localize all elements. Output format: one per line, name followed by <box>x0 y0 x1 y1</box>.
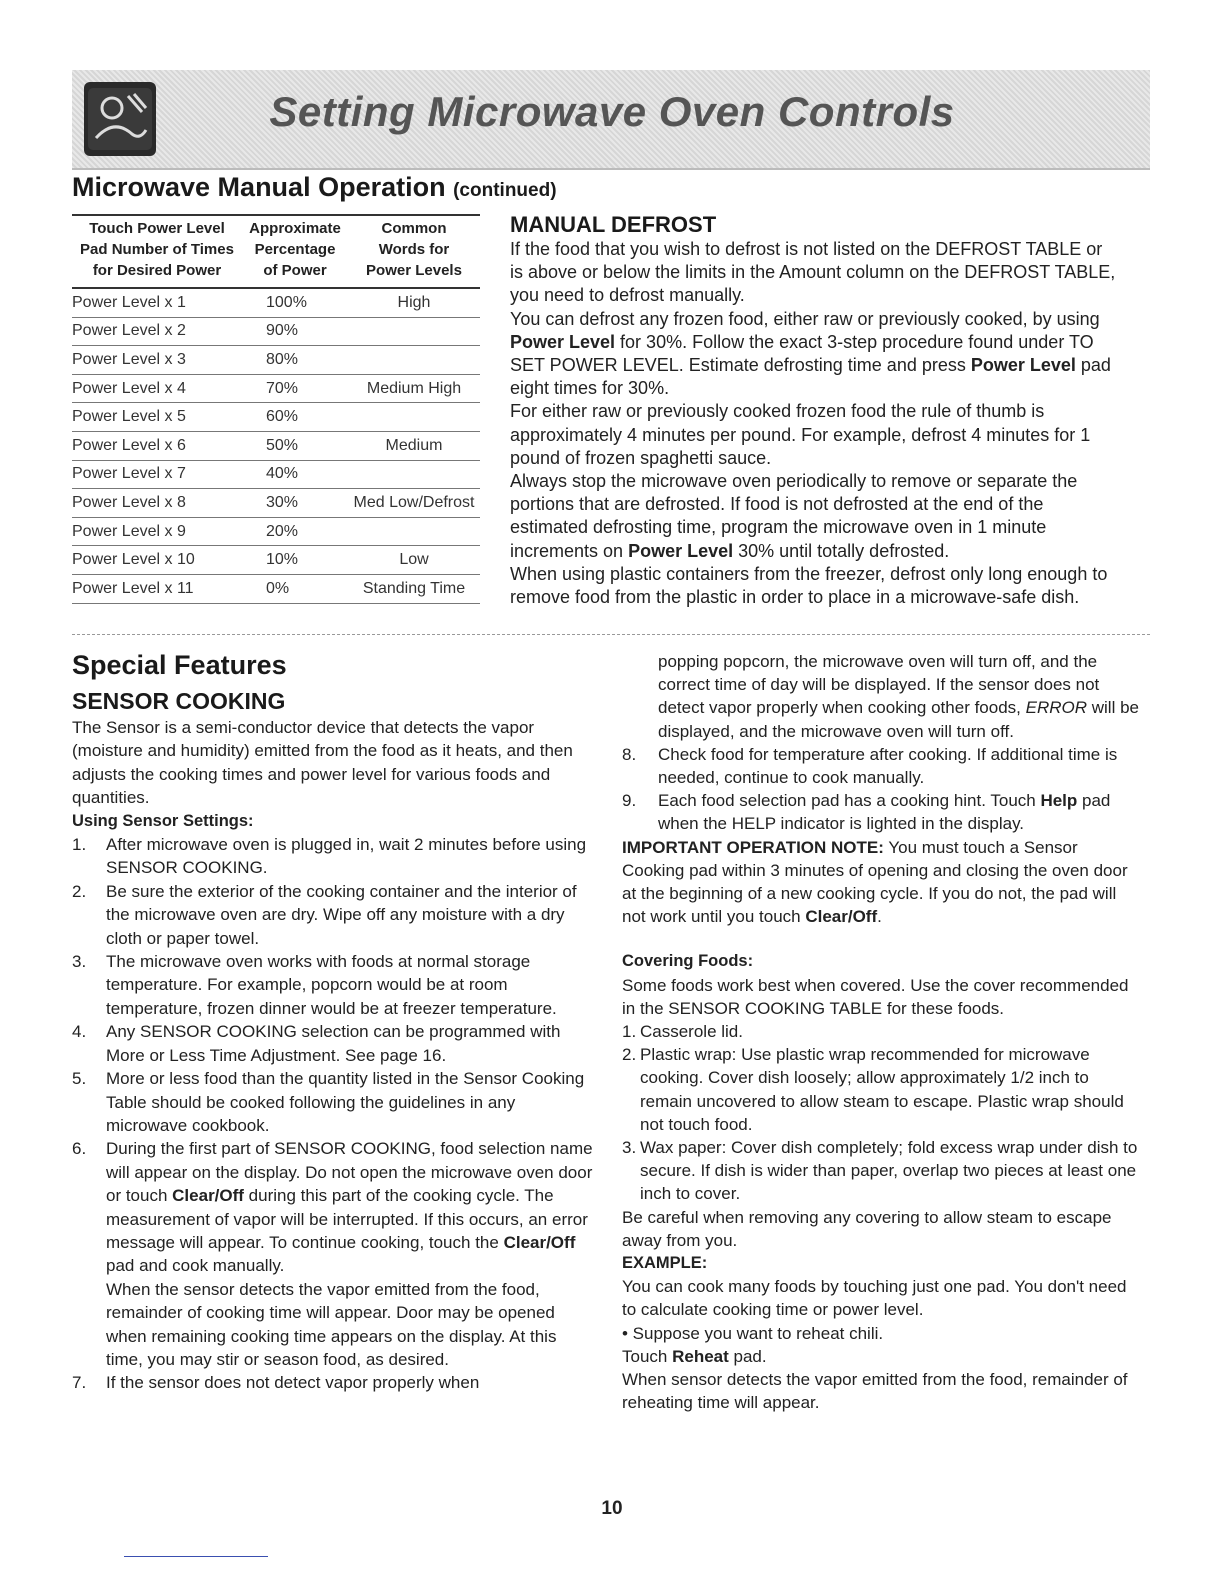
list-item: 7. If the sensor does not detect vapor properly when <box>72 1373 480 1393</box>
sensor-intro: The Sensor is a semi-conductor device that detects the vapor (moisture and humidity) emitted from the food as it heats, and then adjusts the cooking times and power level for various foods and quantities. <box>72 718 573 808</box>
list-item: 2. Plastic wrap: Use plastic wrap recommended for microwave cooking. Cover dish loosely; allow approximately 1/2 inch to remain uncovered to allow steam to escape. Plastic wrap should not touch food. <box>622 1045 1124 1134</box>
touch-reheat: Touch Reheat pad. <box>622 1346 767 1366</box>
important-note: IMPORTANT OPERATION NOTE: You must touch a Sensor Cooking pad within 3 minutes of opening and closing the oven door at the beginning of a new cooking cycle. If you do not, the pad will not work until you touch Clear/Off. <box>622 837 1128 927</box>
sensor-left-column <box>72 716 596 1395</box>
table-row: Power Level x 9 20% <box>72 517 480 546</box>
page-title: Setting Microwave Oven Controls <box>269 88 955 135</box>
footer-line <box>124 1556 268 1557</box>
table-row: Power Level x 2 90% <box>72 317 480 346</box>
covering-intro: Some foods work best when covered. Use the cover recommended in the SENSOR COOKING TABLE for these foods. <box>622 975 1129 1018</box>
header-touch-pad: Touch Power Level Pad Number of Times for Desired Power <box>72 215 242 288</box>
example-bullet: • Suppose you want to reheat chili. <box>622 1323 884 1343</box>
list-item: 3. Wax paper: Cover dish completely; fold excess wrap under dish to secure. If dish is wider than paper, overlap two pieces at least one inch to cover. <box>622 1138 1138 1204</box>
table-row: Power Level x 10 10% Low <box>72 546 480 575</box>
covering-list <box>622 1020 1142 1206</box>
table-row: Power Level x 7 40% <box>72 460 480 489</box>
list-item: 8. Check food for temperature after cooking. If additional time is needed, continue to cook manually. <box>622 744 1118 788</box>
defrost-paragraph: Always stop the microwave oven periodically to remove or separate the portions that are defrosted. If food is not defrosted at the end of the estimated defrosting time, program the microwave oven in 1 minute increments on Power Level 30% until totally defrosted. <box>510 471 1078 561</box>
table-row: Power Level x 11 0% Standing Time <box>72 574 480 603</box>
defrost-paragraph: If the food that you wish to defrost is not listed on the DEFROST TABLE or is above or below the limits in the Amount column on the DEFROST TABLE, you need to defrost manually. <box>510 239 1116 306</box>
example-label: EXAMPLE: <box>622 1254 708 1273</box>
header-common-words: Common Words for Power Levels <box>348 215 480 288</box>
table-row: Power Level x 6 50% Medium <box>72 431 480 460</box>
special-features-title: Special Features <box>72 650 287 680</box>
manual-defrost-title: MANUAL DEFROST <box>510 212 717 237</box>
table-row: Power Level x 4 70% Medium High <box>72 374 480 403</box>
step-7-continued: popping popcorn, the microwave oven will turn off, and the correct time of day will be displayed. If the sensor does not detect vapor properly when cooking other foods, ERROR will be displayed, and the microwave oven will turn off. <box>658 652 1139 741</box>
example-text: You can cook many foods by touching just one pad. You don't need to calculate cooking time or power level. <box>622 1277 1127 1320</box>
manual-defrost-section <box>510 212 1120 609</box>
list-item: 9. Each food selection pad has a cooking hint. Touch Help pad when the HELP indicator is lighted in the display. <box>622 791 1111 834</box>
defrost-paragraph: When using plastic containers from the freezer, defrost only long enough to remove food from the plastic in order to place in a microwave-safe dish. <box>510 563 1108 608</box>
section-continued: (continued) <box>453 180 557 201</box>
list-item: 1. After microwave oven is plugged in, wait 2 minutes before using SENSOR COOKING. <box>72 835 587 878</box>
sensor-cooking-title: SENSOR COOKING <box>72 688 286 714</box>
list-item: 1. Casserole lid. <box>622 1022 743 1042</box>
list-item: 6. During the first part of SENSOR COOKING, food selection name will appear on the display. Do not open the microwave oven door or touch Clear/Off during this part of the cooking cycle. The measurement of vapor will be interrupted. If this occurs, an error message will appear. To continue cooking, touch the Clear/Off pad and cook manually. When the sensor detects the vapor emitted from the food, remainder of cooking time will appear. Door may be opened when remaining cooking time appears on the display. At this time, you may stir or season food, as desired. <box>72 1139 593 1369</box>
careful-note: Be careful when removing any covering to allow steam to escape away from you. <box>622 1207 1112 1250</box>
sensor-settings-label: Using Sensor Settings: <box>72 811 254 830</box>
sensor-right-column <box>622 650 1142 1415</box>
defrost-paragraph: For either raw or previously cooked frozen food the rule of thumb is approximately 4 minutes per pound. For example, defrost 4 minutes for 1 pound of frozen spaghetti sauce. <box>510 401 1091 468</box>
section-title: Microwave Manual Operation (continued) <box>72 172 557 202</box>
covering-foods-label: Covering Foods: <box>622 952 754 971</box>
list-item: 2. Be sure the exterior of the cooking container and the interior of the microwave oven are dry. Wipe off any moisture with a dry cloth or paper towel. <box>72 881 577 948</box>
section-divider <box>72 634 1150 635</box>
table-row: Power Level x 8 30% Med Low/Defrost <box>72 489 480 518</box>
page-number: 10 <box>601 1498 623 1519</box>
list-item: 3. The microwave oven works with foods at normal storage temperature. For example, popcorn would be at room temperature, frozen dinner would be at freezer temperature. <box>72 952 557 1018</box>
power-level-table <box>72 214 480 604</box>
sensor-steps-continued <box>622 743 1142 836</box>
table-row: Power Level x 3 80% <box>72 346 480 375</box>
defrost-paragraph: You can defrost any frozen food, either raw or previously cooked, by using Power Level for 30%. Follow the exact 3-step procedure found under TO SET POWER LEVEL. Estimate defrosting time and press Power Level pad eight times for 30%. <box>510 308 1111 399</box>
header-percentage: Approximate Percentage of Power <box>242 215 348 288</box>
table-row: Power Level x 5 60% <box>72 403 480 432</box>
list-item: 4. Any SENSOR COOKING selection can be programmed with More or Less Time Adjustment. See page 16. <box>72 1022 561 1065</box>
sensor-steps <box>72 833 596 1395</box>
spacer <box>622 928 1142 950</box>
final-note: When sensor detects the vapor emitted from the food, remainder of reheating time will appear. <box>622 1370 1128 1413</box>
table-row: Power Level x 1 100% High <box>72 288 480 317</box>
list-item: 5. More or less food than the quantity listed in the Sensor Cooking Table should be cooked following the guidelines in any microwave cookbook. <box>72 1069 585 1135</box>
